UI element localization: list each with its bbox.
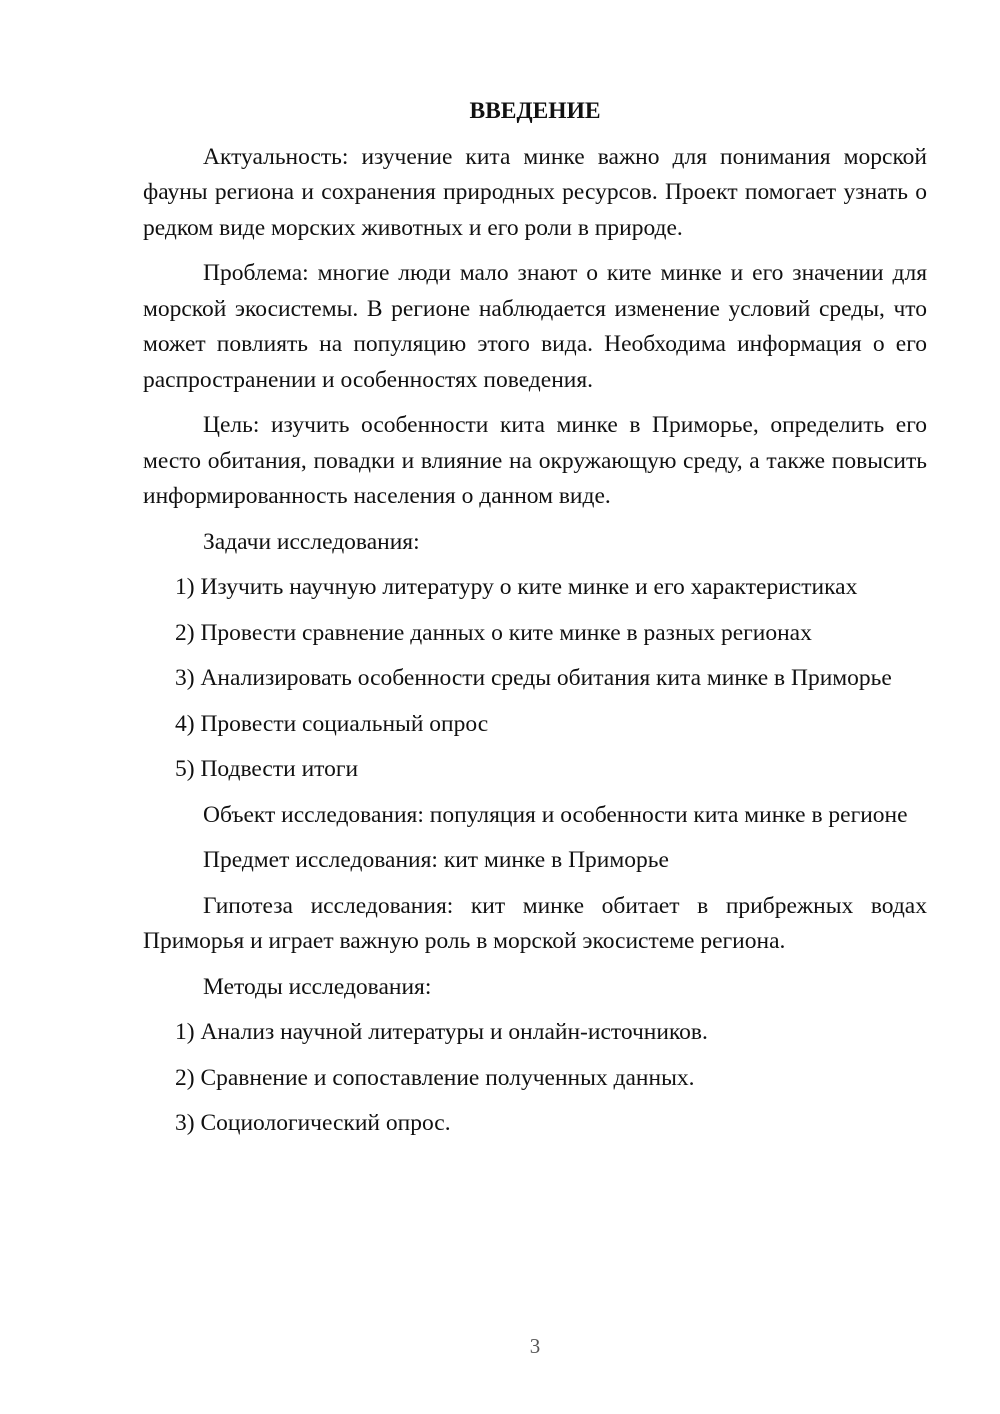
relevance-paragraph: Актуальность: изучение кита минке важно для понимания морской фауны региона и сохранения природных ресурсов. Проект помогает узнать о редком виде морских животных и его роли в природе. (143, 143, 927, 241)
page-number: 3 (529, 1334, 541, 1358)
task-item: 5) Подвести итоги (175, 756, 359, 782)
task-item: 3) Анализировать особенности среды обитания кита минке в Приморье (175, 665, 892, 691)
tasks-heading: Задачи исследования: (203, 528, 420, 555)
section-title: ВВЕДЕНИЕ (469, 98, 601, 124)
document-page (143, 94, 927, 1152)
subject-paragraph: Предмет исследования: кит минке в Приморье (203, 847, 669, 873)
object-paragraph: Объект исследования: популяция и особенности кита минке в регионе (203, 801, 908, 828)
method-item: 3) Социологический опрос. (175, 1110, 451, 1136)
method-item: 1) Анализ научной литературы и онлайн-источников. (175, 1019, 708, 1045)
problem-paragraph: Проблема: многие люди мало знают о ките минке и его значении для морской экосистемы. В регионе наблюдается изменение условий среды, что может повлиять на популяцию этого вида. Необходима информация о его распространении и особенностях поведения. (143, 260, 927, 393)
method-item: 2) Сравнение и сопоставление полученных данных. (175, 1064, 695, 1091)
goal-paragraph: Цель: изучить особенности кита минке в Приморье, определить его место обитания, повадки и влияние на окружающую среду, а также повысить информированность населения о данном виде. (143, 412, 927, 509)
hypothesis-paragraph: Гипотеза исследования: кит минке обитает в прибрежных водах Приморья и играет важную роль в морской экосистеме региона. (143, 892, 927, 954)
task-item: 4) Провести социальный опрос (175, 710, 489, 737)
methods-heading: Методы исследования: (203, 973, 432, 1000)
task-item: 2) Провести сравнение данных о ките минке в разных регионах (175, 619, 812, 646)
task-item: 1) Изучить научную литературу о ките минке и его характеристиках (175, 574, 858, 600)
